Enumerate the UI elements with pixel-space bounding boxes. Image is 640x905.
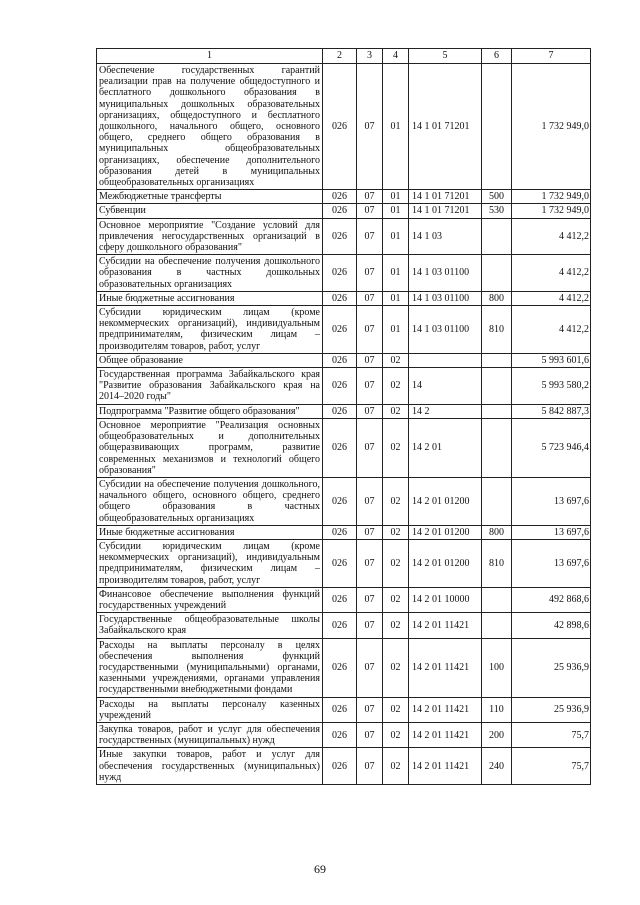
table-cell: 026 xyxy=(323,525,357,539)
table-cell: 026 xyxy=(323,722,357,747)
table-cell xyxy=(482,418,512,477)
table-row xyxy=(97,353,591,367)
table-cell xyxy=(482,218,512,255)
table-cell: 02 xyxy=(383,638,409,697)
table-cell: 200 xyxy=(482,722,512,747)
table-cell: 5 723 946,4 xyxy=(512,418,591,477)
budget-table xyxy=(96,48,591,785)
table-cell: 02 xyxy=(383,404,409,418)
row-name-cell: Подпрограмма "Развитие общего образования" xyxy=(97,404,323,418)
table-cell: 026 xyxy=(323,368,357,405)
table-cell: 14 1 03 xyxy=(409,218,482,255)
table-cell: 07 xyxy=(357,218,383,255)
row-name-cell: Субвенции xyxy=(97,204,323,218)
table-cell: 02 xyxy=(383,418,409,477)
row-name-cell: Основное мероприятие "Реализация основных общеобразовательных и дополнительных общеразвивающих программ, развитие современных механизмов и технологий общего образования" xyxy=(97,418,323,477)
table-cell: 07 xyxy=(357,353,383,367)
table-cell: 01 xyxy=(383,218,409,255)
table-cell: 026 xyxy=(323,306,357,354)
table-cell: 5 993 580,2 xyxy=(512,368,591,405)
table-cell: 240 xyxy=(482,748,512,785)
table-cell: 14 1 03 01100 xyxy=(409,291,482,305)
row-name-cell: Государственные общеобразовательные школы Забайкальского края xyxy=(97,613,323,638)
table-cell: 1 732 949,0 xyxy=(512,64,591,190)
table-cell: 02 xyxy=(383,748,409,785)
table-cell: 4 412,2 xyxy=(512,218,591,255)
table-row xyxy=(97,404,591,418)
table-row xyxy=(97,291,591,305)
table-cell: 026 xyxy=(323,587,357,612)
table-cell: 13 697,6 xyxy=(512,539,591,587)
table-row xyxy=(97,190,591,204)
table-cell: 07 xyxy=(357,404,383,418)
table-cell: 026 xyxy=(323,204,357,218)
table-cell: 026 xyxy=(323,638,357,697)
table-cell: 026 xyxy=(323,477,357,525)
table-cell xyxy=(482,368,512,405)
row-name-cell: Государственная программа Забайкальского края "Развитие образования Забайкальского края на 2014–2020 годы" xyxy=(97,368,323,405)
table-cell: 07 xyxy=(357,204,383,218)
table-body xyxy=(97,64,591,785)
table-cell: 14 2 01 11421 xyxy=(409,613,482,638)
table-cell: 07 xyxy=(357,587,383,612)
table-cell xyxy=(409,353,482,367)
column-header: 1 xyxy=(97,49,323,64)
table-cell: 07 xyxy=(357,638,383,697)
table-row xyxy=(97,64,591,190)
table-cell: 07 xyxy=(357,697,383,722)
table-cell: 02 xyxy=(383,525,409,539)
table-cell: 07 xyxy=(357,368,383,405)
table-cell: 02 xyxy=(383,353,409,367)
table-cell: 026 xyxy=(323,613,357,638)
table-cell: 07 xyxy=(357,539,383,587)
table-cell: 14 1 01 71201 xyxy=(409,204,482,218)
table-cell: 026 xyxy=(323,539,357,587)
table-cell: 07 xyxy=(357,477,383,525)
table-row xyxy=(97,525,591,539)
table-cell: 026 xyxy=(323,218,357,255)
table-cell: 4 412,2 xyxy=(512,306,591,354)
column-header: 3 xyxy=(357,49,383,64)
table-row xyxy=(97,218,591,255)
table-cell: 02 xyxy=(383,587,409,612)
table-cell xyxy=(482,587,512,612)
table-cell: 07 xyxy=(357,748,383,785)
page-number: 69 xyxy=(314,862,326,876)
table-cell: 800 xyxy=(482,291,512,305)
table-cell: 026 xyxy=(323,353,357,367)
table-cell xyxy=(482,477,512,525)
table-cell: 1 732 949,0 xyxy=(512,204,591,218)
table-cell xyxy=(482,353,512,367)
table-cell: 14 2 01 01200 xyxy=(409,539,482,587)
row-name-cell: Субсидии юридическим лицам (кроме некоммерческих организаций), индивидуальным предпринимателям, физическим лицам – производителям товаров, работ, услуг xyxy=(97,306,323,354)
table-cell: 02 xyxy=(383,477,409,525)
row-name-cell: Обеспечение государственных гарантий реализации прав на получение общедоступного и бесплатного дошкольного образования в муниципальных дошкольных образовательных организациях, общедоступного и бесплатного дошкольного, начального общего, основного общего, среднего общего образования в муниципальных общеобразовательных организациях, обеспечение дополнительного образования детей в муниципальных общеобразовательных организациях xyxy=(97,64,323,190)
table-cell: 14 1 01 71201 xyxy=(409,190,482,204)
table-cell xyxy=(482,255,512,292)
row-name-cell: Закупка товаров, работ и услуг для обеспечения государственных (муниципальных) нужд xyxy=(97,722,323,747)
table-cell: 492 868,6 xyxy=(512,587,591,612)
row-name-cell: Субсидии на обеспечение получения дошкольного образования в частных дошкольных образовательных организациях xyxy=(97,255,323,292)
table-cell: 75,7 xyxy=(512,748,591,785)
row-name-cell: Иные бюджетные ассигнования xyxy=(97,291,323,305)
table-cell: 14 2 01 xyxy=(409,418,482,477)
row-name-cell: Общее образование xyxy=(97,353,323,367)
table-cell: 1 732 949,0 xyxy=(512,190,591,204)
table-cell: 5 842 887,3 xyxy=(512,404,591,418)
table-cell xyxy=(482,64,512,190)
table-cell: 07 xyxy=(357,306,383,354)
table-cell: 02 xyxy=(383,722,409,747)
table-cell: 14 2 xyxy=(409,404,482,418)
table-cell: 14 2 01 11421 xyxy=(409,638,482,697)
table-cell: 14 2 01 10000 xyxy=(409,587,482,612)
row-name-cell: Расходы на выплаты персоналу в целях обеспечения выполнения функций государственными (муниципальными) органами, казенными учреждениями, органами управления государственными внебюджетными фондами xyxy=(97,638,323,697)
row-name-cell: Субсидии юридическим лицам (кроме некоммерческих организаций), индивидуальным предпринимателям, физическим лицам – производителям товаров, работ, услуг xyxy=(97,539,323,587)
table-cell: 25 936,9 xyxy=(512,697,591,722)
row-name-cell: Субсидии на обеспечение получения дошкольного, начального общего, основного общего, среднего общего образования в частных общеобразовательных организациях xyxy=(97,477,323,525)
table-cell: 14 2 01 01200 xyxy=(409,477,482,525)
table-row xyxy=(97,539,591,587)
table-cell: 026 xyxy=(323,190,357,204)
column-header: 4 xyxy=(383,49,409,64)
table-cell: 02 xyxy=(383,368,409,405)
table-cell: 4 412,2 xyxy=(512,291,591,305)
table-cell: 026 xyxy=(323,418,357,477)
table-cell: 810 xyxy=(482,306,512,354)
table-cell: 14 2 01 01200 xyxy=(409,525,482,539)
table-cell: 13 697,6 xyxy=(512,525,591,539)
table-cell: 500 xyxy=(482,190,512,204)
table-cell: 01 xyxy=(383,255,409,292)
table-cell: 5 993 601,6 xyxy=(512,353,591,367)
table-cell: 07 xyxy=(357,190,383,204)
table-cell: 42 898,6 xyxy=(512,613,591,638)
table-cell: 14 xyxy=(409,368,482,405)
row-name-cell: Иные закупки товаров, работ и услуг для обеспечения государственных (муниципальных) нужд xyxy=(97,748,323,785)
table-cell xyxy=(482,404,512,418)
table-cell: 14 2 01 11421 xyxy=(409,697,482,722)
table-cell: 07 xyxy=(357,64,383,190)
table-cell: 026 xyxy=(323,697,357,722)
table-cell: 75,7 xyxy=(512,722,591,747)
table-cell: 07 xyxy=(357,291,383,305)
table-row xyxy=(97,368,591,405)
table-cell: 02 xyxy=(383,539,409,587)
table-row xyxy=(97,477,591,525)
table-cell: 4 412,2 xyxy=(512,255,591,292)
table-row xyxy=(97,587,591,612)
row-name-cell: Финансовое обеспечение выполнения функций государственных учреждений xyxy=(97,587,323,612)
table-cell: 14 2 01 11421 xyxy=(409,722,482,747)
table-row xyxy=(97,697,591,722)
table-cell: 026 xyxy=(323,255,357,292)
table-row xyxy=(97,306,591,354)
table-cell: 01 xyxy=(383,306,409,354)
table-row xyxy=(97,255,591,292)
table-cell: 01 xyxy=(383,204,409,218)
row-name-cell: Основное мероприятие "Создание условий для привлечения негосударственных организаций в сферу дошкольного образования" xyxy=(97,218,323,255)
table-cell: 026 xyxy=(323,404,357,418)
table-cell: 07 xyxy=(357,418,383,477)
table-row xyxy=(97,722,591,747)
column-header: 6 xyxy=(482,49,512,64)
table-cell: 800 xyxy=(482,525,512,539)
table-cell: 01 xyxy=(383,291,409,305)
table-cell: 026 xyxy=(323,64,357,190)
table-cell: 07 xyxy=(357,722,383,747)
table-cell: 810 xyxy=(482,539,512,587)
table-cell: 530 xyxy=(482,204,512,218)
table-cell: 07 xyxy=(357,255,383,292)
table-row xyxy=(97,638,591,697)
row-name-cell: Иные бюджетные ассигнования xyxy=(97,525,323,539)
table-cell: 02 xyxy=(383,697,409,722)
row-name-cell: Межбюджетные трансферты xyxy=(97,190,323,204)
table-header-row xyxy=(97,49,591,64)
table-cell: 100 xyxy=(482,638,512,697)
table-row xyxy=(97,748,591,785)
table-cell: 13 697,6 xyxy=(512,477,591,525)
table-cell: 026 xyxy=(323,291,357,305)
row-name-cell: Расходы на выплаты персоналу казенных учреждений xyxy=(97,697,323,722)
table-cell: 02 xyxy=(383,613,409,638)
table-cell: 14 2 01 11421 xyxy=(409,748,482,785)
table-cell: 25 936,9 xyxy=(512,638,591,697)
table-cell: 14 1 03 01100 xyxy=(409,255,482,292)
column-header: 5 xyxy=(409,49,482,64)
column-header: 2 xyxy=(323,49,357,64)
table-cell: 01 xyxy=(383,64,409,190)
table-cell xyxy=(482,613,512,638)
column-header: 7 xyxy=(512,49,591,64)
table-row xyxy=(97,418,591,477)
table-row xyxy=(97,613,591,638)
table-cell: 01 xyxy=(383,190,409,204)
table-cell: 110 xyxy=(482,697,512,722)
table-cell: 07 xyxy=(357,525,383,539)
table-row xyxy=(97,204,591,218)
table-cell: 07 xyxy=(357,613,383,638)
table-cell: 14 1 03 01100 xyxy=(409,306,482,354)
table-cell: 026 xyxy=(323,748,357,785)
table-cell: 14 1 01 71201 xyxy=(409,64,482,190)
